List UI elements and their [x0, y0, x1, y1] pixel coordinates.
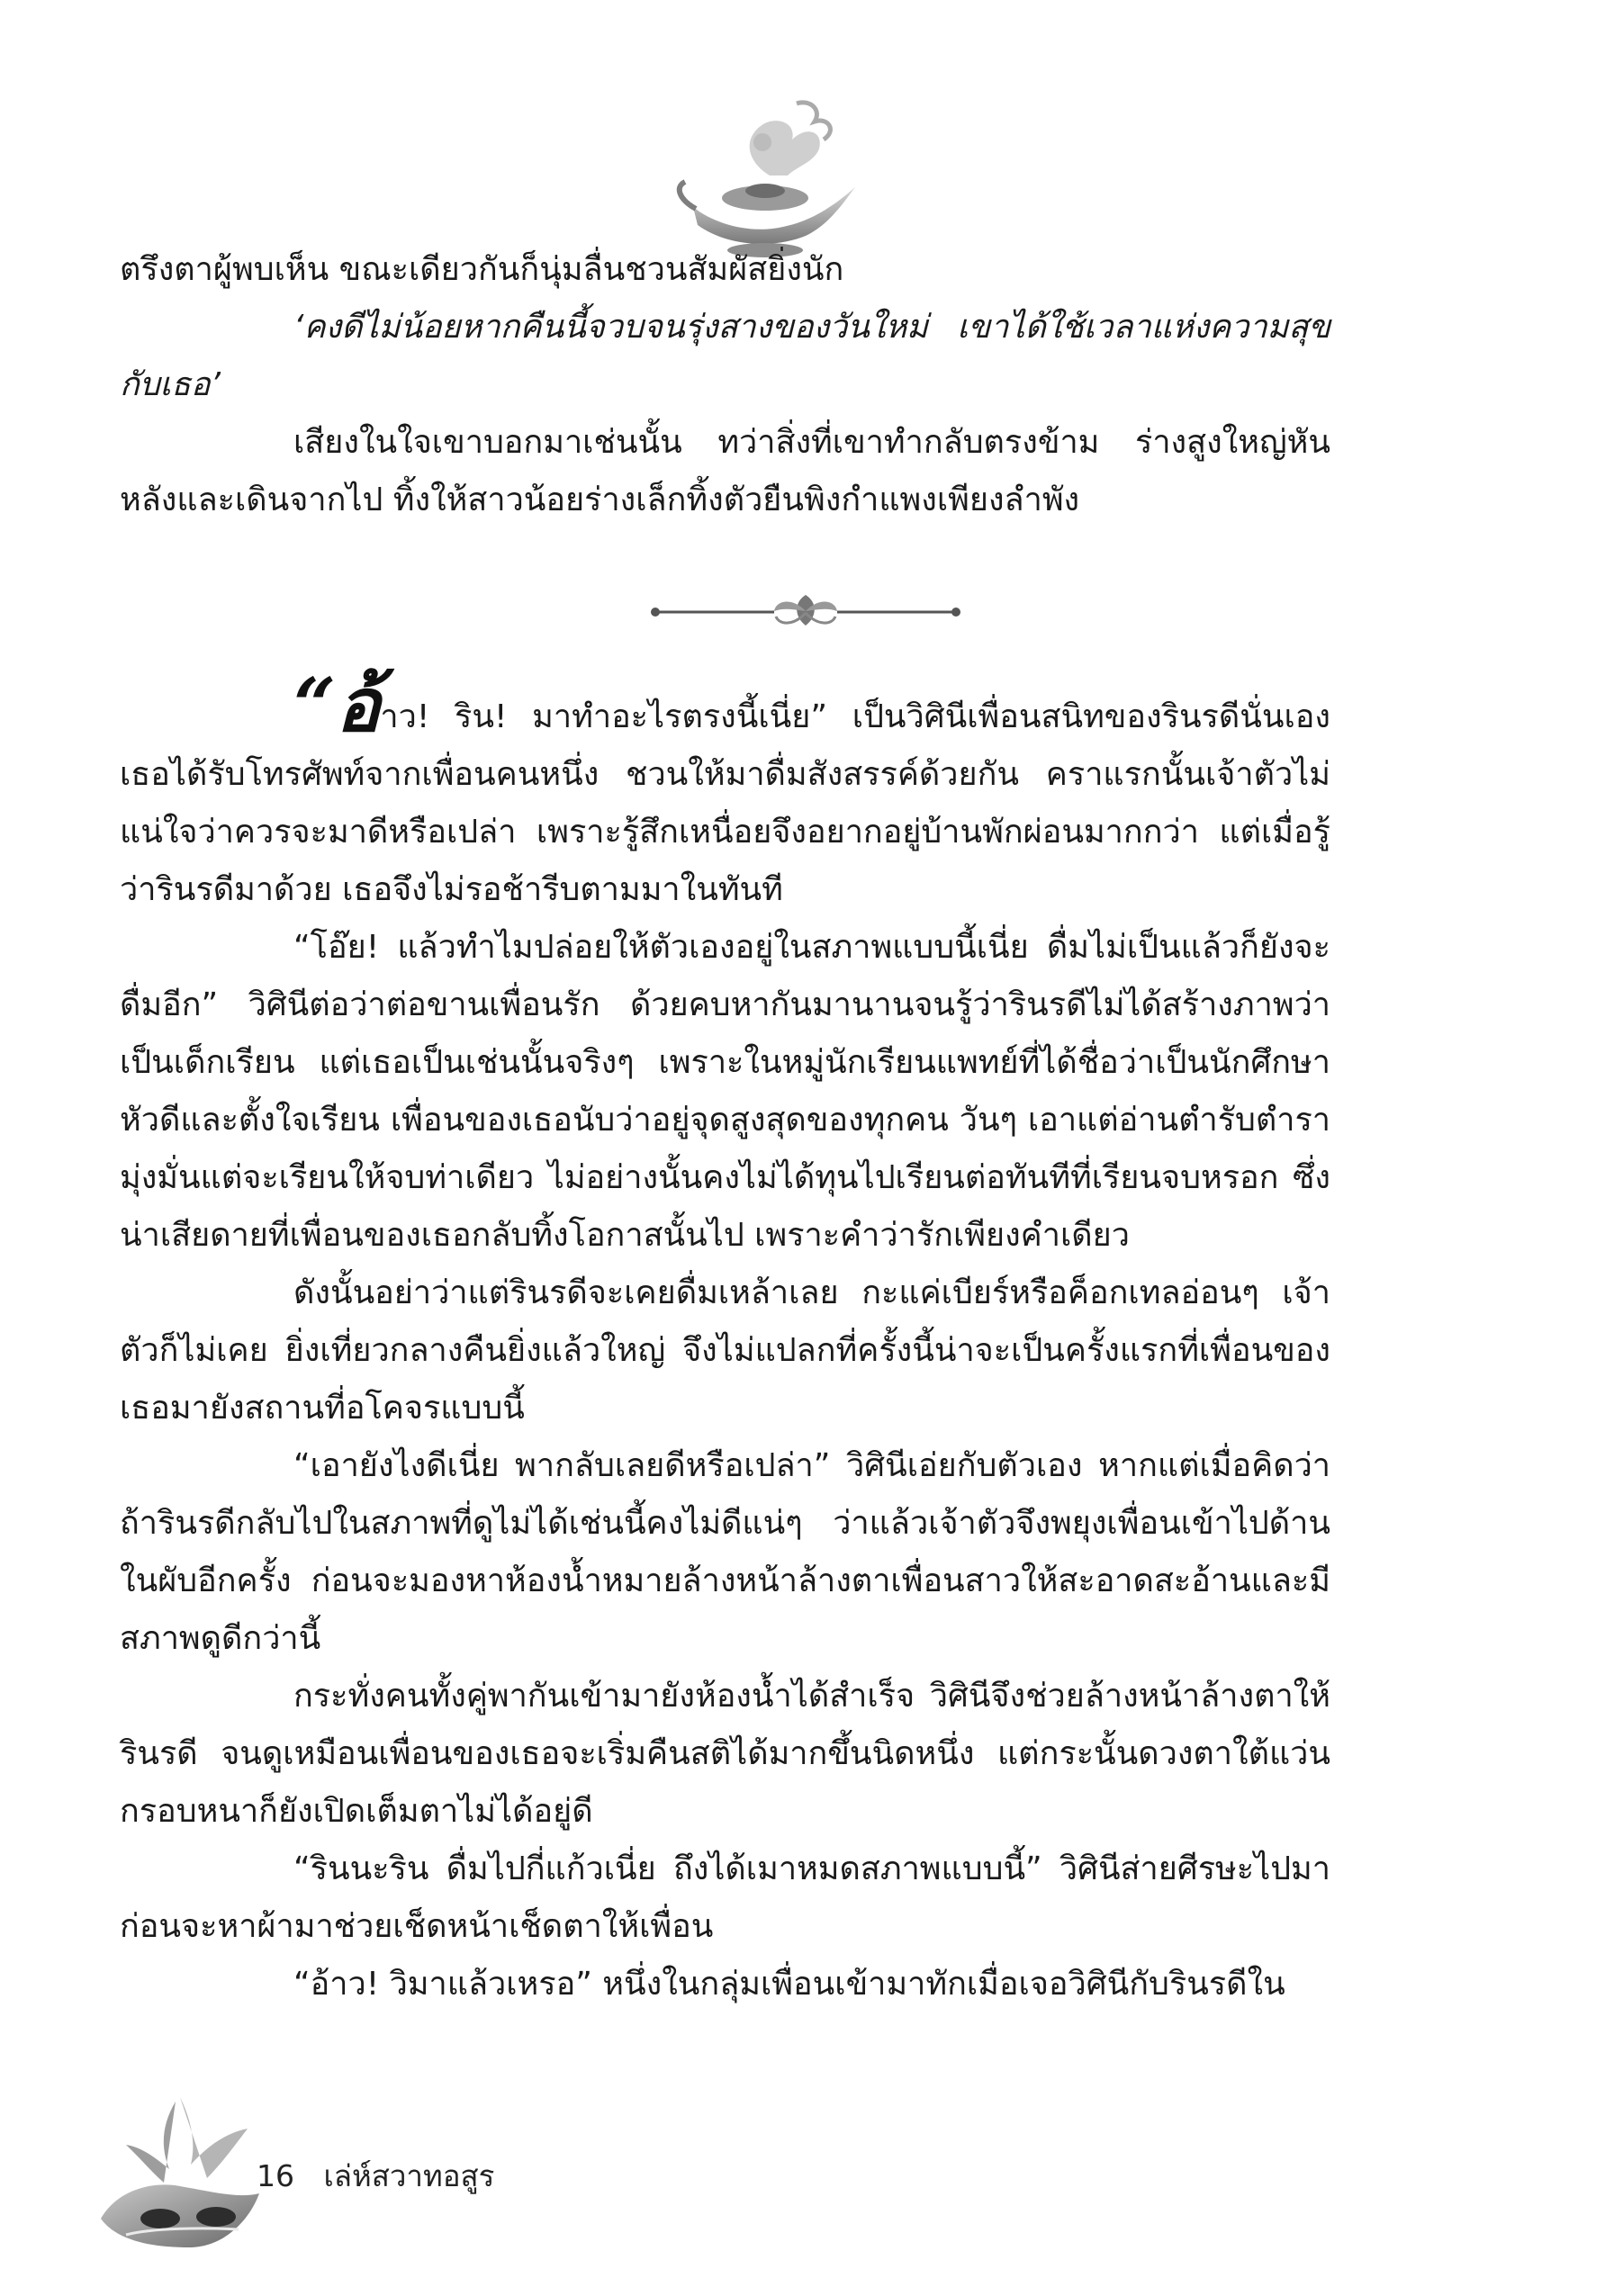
floral-divider-icon: [648, 590, 963, 631]
book-title: เล่ห์สวาทอสูร: [323, 2158, 495, 2193]
paragraph: ตรึงตาผู้พบเห็น ขณะเดียวกันก็นุ่มลื่นชวนสัมผัสยิ่งนัก: [120, 251, 844, 288]
section-1-text: [120, 241, 1330, 529]
masquerade-mask-icon: [90, 2093, 270, 2264]
paragraph: “รินนะริน ดื่มไปกี่แก้วเนี่ย ถึงได้เมาหมดสภาพแบบนี้” วิศินีส่ายศีรษะไปมาก่อนจะหาผ้ามาช่วยเช็ดหน้าเช็ดตาให้เพื่อน: [120, 1850, 1330, 1945]
paragraph-opening: [120, 662, 1330, 919]
paragraph-thought: ‘คงดีไม่น้อยหากคืนนี้จวบจนรุ่งสางของวันใหม่ เขาได้ใช้เวลาแห่งความสุขกับเธอ’: [120, 309, 1330, 403]
page-number: 16: [257, 2158, 294, 2193]
opening-text: าว! ริน! มาทำอะไรตรงนี้เนี่ย” เป็นวิศินีเพื่อนสนิทของรินรดีนั่นเอง เธอได้รับโทรศัพท์จากเพื่อนคนหนึ่ง ชวนให้มาดื่มสังสรรค์ด้วยกัน คราแรกนั้นเจ้าตัวไม่แน่ใจว่าควรจะมาดีหรือเปล่า เพราะรู้สึกเหนื่อยจึงอยากอยู่บ้านพักผ่อนมากกว่า แต่เมื่อรู้ว่ารินรดีมาด้วย เธอจึงไม่รอช้ารีบตามมาในทันที: [120, 698, 1330, 908]
paragraph: “เอายังไงดีเนี่ย พากลับเลยดีหรือเปล่า” วิศินีเอ่ยกับตัวเอง หากแต่เมื่อคิดว่าถ้ารินรดีกลับไปในสภาพที่ดูไม่ได้เช่นนี้คงไม่ดีแน่ๆ ว่าแล้วเจ้าตัวจึงพยุงเพื่อนเข้าไปด้านในผับอีกครั้ง ก่อนจะมองหาห้องน้ำหมายล้างหน้าล้างตาเพื่อนสาวให้สะอาดสะอ้านและมีสภาพดูดีกว่านี้: [120, 1447, 1330, 1657]
paragraph: “โอ๊ย! แล้วทำไมปล่อยให้ตัวเองอยู่ในสภาพแบบนี้เนี่ย ดื่มไม่เป็นแล้วก็ยังจะดื่มอีก” วิศินีต่อว่าต่อขานเพื่อนรัก ด้วยคบหากันมานานจนรู้ว่ารินรดีไม่ได้สร้างภาพว่าเป็นเด็กเรียน แต่เธอเป็นเช่นนั้นจริงๆ เพราะในหมู่นักเรียนแพทย์ที่ได้ชื่อว่าเป็นนักศึกษาหัวดีและตั้งใจเรียน เพื่อนของเธอนับว่าอยู่จุดสูงสุดของทุกคน วันๆ เอาแต่อ่านตำรับตำรา มุ่งมั่นแต่จะเรียนให้จบท่าเดียว ไม่อย่างนั้นคงไม่ได้ทุนไปเรียนต่อทันทีที่เรียนจบหรอก ซึ่งน่าเสียดายที่เพื่อนของเธอกลับทิ้งโอกาสนั้นไป เพราะคำว่ารักเพียงคำเดียว: [120, 929, 1330, 1254]
paragraph: เสียงในใจเขาบอกมาเช่นนั้น ทว่าสิ่งที่เขาทำกลับตรงข้าม ร่างสูงใหญ่หันหลังและเดินจากไป ทิ้งให้สาวน้อยร่างเล็กทิ้งตัวยืนพิงกำแพงเพียงลำพัง: [120, 424, 1330, 518]
genie-lamp-icon: [662, 90, 869, 261]
paragraph: กระทั่งคนทั้งคู่พากันเข้ามายังห้องน้ำได้สำเร็จ วิศินีจึงช่วยล้างหน้าล้างตาให้รินรดี จนดูเหมือนเพื่อนของเธอจะเริ่มคืนสติได้มากขึ้นนิดหนึ่ง แต่กระนั้นดวงตาใต้แว่นกรอบหนาก็ยังเปิดเต็มตาไม่ได้อยู่ดี: [120, 1678, 1330, 1830]
section-2-text: [120, 662, 1330, 2013]
paragraph: “อ้าว! วิมาแล้วเหรอ” หนึ่งในกลุ่มเพื่อนเข้ามาทักเมื่อเจอวิศินีกับรินรดีใน: [293, 1966, 1285, 2003]
paragraph: ดังนั้นอย่าว่าแต่รินรดีจะเคยดื่มเหล้าเลย กะแค่เบียร์หรือค็อกเทลอ่อนๆ เจ้าตัวก็ไม่เคย ยิ่งเที่ยวกลางคืนยิ่งแล้วใหญ่ จึงไม่แปลกที่ครั้งนี้น่าจะเป็นครั้งแรกที่เพื่อนของเธอมายังสถานที่อโคจรแบบนี้: [120, 1274, 1330, 1427]
drop-cap: “อ้: [293, 662, 381, 749]
page-footer: [257, 2155, 514, 2198]
